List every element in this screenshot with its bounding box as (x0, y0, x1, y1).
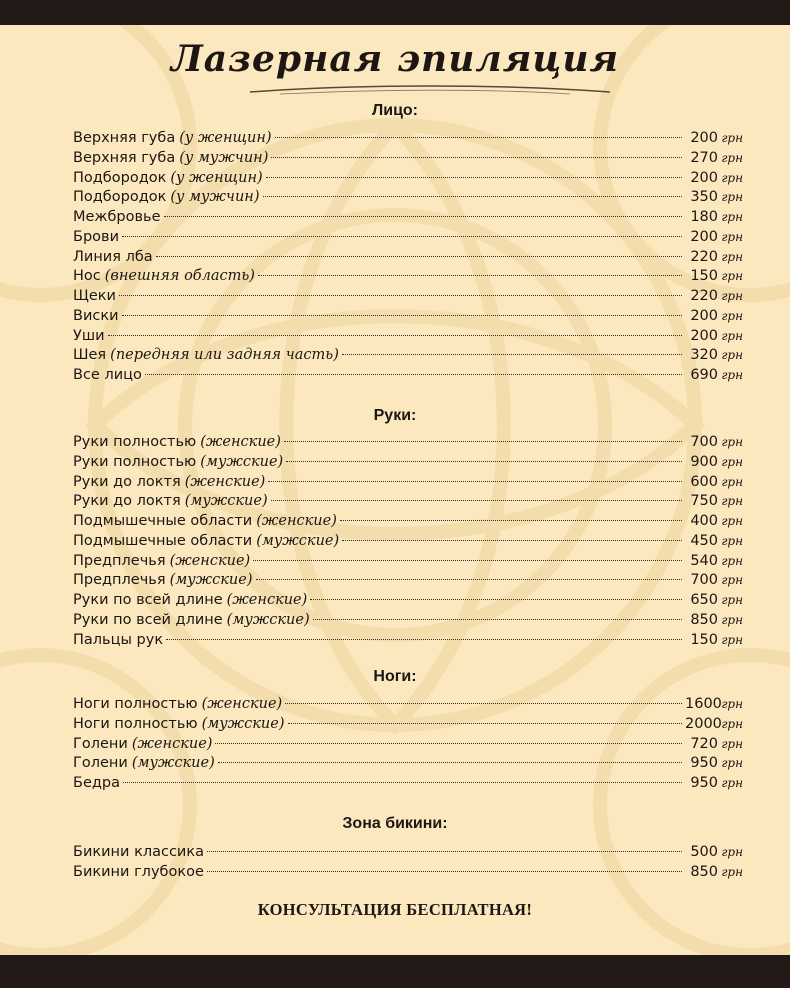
service-name: Подбородок (73, 189, 167, 206)
dot-leader (156, 256, 682, 257)
service-note: (женские) (169, 552, 251, 569)
service-name: Руки по всей длине (73, 592, 223, 608)
currency-label: грн (721, 454, 743, 469)
service-price: 2000 (685, 715, 722, 732)
price-row (73, 207, 743, 227)
currency-label: грн (721, 612, 743, 627)
service-name: Шея (73, 347, 107, 364)
dot-leader (207, 851, 682, 852)
dot-leader (313, 619, 682, 620)
service-price: 950 (690, 775, 718, 791)
currency-label: грн (721, 845, 743, 859)
price-row (73, 862, 743, 882)
service-price: 600 (690, 473, 718, 490)
service-name: Руки полностью (73, 434, 197, 450)
service-price: 150 (690, 631, 718, 648)
service-price: 450 (690, 532, 718, 549)
service-name: Руки полностью (73, 453, 197, 470)
dot-leader (166, 639, 682, 640)
dot-leader (340, 520, 682, 521)
dot-leader (275, 137, 682, 138)
service-note: (передняя или задняя часть) (110, 347, 339, 364)
currency-label: грн (721, 776, 743, 790)
service-note: (мужские) (184, 493, 268, 510)
service-note: (женские) (201, 696, 283, 712)
price-row (73, 247, 743, 267)
dot-leader (253, 560, 682, 561)
price-row (73, 128, 743, 148)
service-name: Пальцы рук (73, 631, 164, 648)
service-name: Руки до локтя (73, 493, 181, 510)
price-row (73, 187, 743, 207)
currency-label: грн (721, 474, 743, 489)
section-title: Зона бикини: (342, 815, 448, 832)
currency-label: грн (721, 210, 743, 224)
service-name: Верхняя губа (73, 130, 176, 146)
currency-label: грн (721, 368, 743, 382)
currency-label: грн (721, 348, 743, 363)
price-row (73, 472, 743, 492)
service-note: (у женщин) (170, 169, 263, 186)
service-name: Бикини глубокое (73, 863, 204, 880)
dot-leader (256, 579, 683, 580)
price-row (73, 491, 743, 511)
service-price: 850 (690, 611, 718, 628)
service-name: Нос (73, 268, 101, 285)
service-price: 220 (690, 288, 718, 304)
dot-leader (271, 157, 682, 158)
price-row (73, 773, 743, 793)
service-note: (мужские) (256, 532, 340, 549)
dot-leader (123, 782, 682, 783)
service-price: 350 (690, 189, 718, 206)
price-row (73, 306, 743, 326)
price-row (73, 630, 743, 650)
dot-leader (263, 196, 682, 197)
service-name: Руки до локтя (73, 473, 181, 490)
currency-label: грн (721, 150, 743, 165)
service-price: 320 (690, 347, 718, 364)
page-title: Лазерная эпиляция (170, 38, 620, 80)
service-note: (мужские) (201, 715, 285, 732)
service-note: (мужские) (131, 755, 215, 772)
free-consultation-banner: КОНСУЛЬТАЦИЯ БЕСПЛАТНАЯ! (257, 900, 533, 919)
currency-label: грн (721, 190, 743, 205)
service-price: 150 (690, 268, 718, 285)
price-row (73, 511, 743, 531)
service-name: Верхняя губа (73, 149, 176, 166)
service-name: Предплечья (73, 572, 166, 589)
price-row (73, 714, 743, 734)
price-row (73, 365, 743, 385)
service-price: 1600 (685, 696, 722, 712)
service-price: 200 (690, 169, 718, 186)
price-row (73, 531, 743, 551)
service-note: (мужские) (200, 453, 284, 470)
dot-leader (342, 354, 682, 355)
price-row (73, 734, 743, 754)
section-title: Лицо: (372, 102, 418, 119)
service-name: Межбровье (73, 209, 161, 225)
service-note: (женские) (256, 513, 337, 529)
currency-label: грн (721, 593, 743, 607)
service-note: (женские) (226, 592, 308, 608)
dot-leader (268, 481, 682, 482)
currency-label: грн (721, 289, 743, 303)
price-row (73, 227, 743, 247)
currency-label: грн (721, 864, 743, 879)
service-name: Бикини классика (73, 844, 204, 860)
service-name: Бедра (73, 775, 120, 791)
service-price: 400 (690, 513, 718, 529)
currency-label: грн (721, 435, 743, 449)
dot-leader (288, 723, 682, 724)
service-name: Брови (73, 228, 119, 245)
service-name: Ноги полностью (73, 715, 198, 732)
title-underline-swash (240, 80, 620, 100)
currency-label: грн (721, 697, 743, 711)
service-note: (женские) (131, 735, 213, 752)
currency-label: грн (721, 736, 743, 751)
service-price: 850 (690, 863, 718, 880)
service-name: Руки по всей длине (73, 611, 223, 628)
currency-label: грн (721, 328, 743, 343)
service-name: Все лицо (73, 367, 142, 383)
service-note: (у мужчин) (179, 149, 269, 166)
currency-label: грн (721, 249, 743, 264)
service-note: (женские) (184, 473, 266, 490)
price-row (73, 753, 743, 773)
dot-leader (342, 540, 682, 541)
service-price: 200 (690, 327, 718, 344)
dot-leader (145, 374, 682, 375)
service-price: 750 (690, 493, 718, 510)
dot-leader (119, 295, 682, 296)
dot-leader (122, 315, 682, 316)
price-row (73, 345, 743, 365)
dot-leader (122, 236, 682, 237)
dot-leader (207, 871, 682, 872)
dot-leader (266, 177, 682, 178)
dot-leader (108, 335, 682, 336)
service-price: 900 (690, 453, 718, 470)
service-price: 720 (690, 735, 718, 752)
service-note: (мужские) (226, 611, 310, 628)
price-row (73, 842, 743, 862)
dot-leader (215, 743, 682, 744)
dot-leader (271, 500, 682, 501)
section-title: Ноги: (373, 668, 417, 685)
service-price: 700 (690, 434, 718, 450)
price-row (73, 610, 743, 630)
dot-leader (164, 216, 682, 217)
dot-leader (286, 461, 682, 462)
price-row (73, 168, 743, 188)
service-name: Голени (73, 735, 128, 752)
service-price: 200 (690, 130, 718, 146)
dot-leader (218, 762, 682, 763)
service-note: (женские) (200, 434, 281, 450)
dot-leader (310, 599, 682, 600)
currency-label: грн (721, 229, 743, 244)
currency-label: грн (721, 573, 743, 588)
currency-label: грн (721, 533, 743, 548)
price-row (73, 266, 743, 286)
service-note: (внешняя область) (104, 268, 255, 285)
dot-leader (258, 275, 682, 276)
service-name: Уши (73, 327, 105, 344)
price-row (73, 452, 743, 472)
currency-label: грн (721, 494, 743, 509)
service-price: 690 (690, 367, 718, 383)
service-price: 500 (690, 844, 718, 860)
service-name: Подбородок (73, 169, 167, 186)
price-row (73, 286, 743, 306)
service-price: 220 (690, 248, 718, 265)
currency-label: грн (721, 756, 743, 771)
top-border-bar (0, 0, 790, 25)
currency-label: грн (721, 716, 743, 731)
price-row (73, 432, 743, 452)
section-title: Руки: (373, 407, 417, 424)
service-name: Голени (73, 755, 128, 772)
bottom-border-bar (0, 955, 790, 988)
service-name: Щеки (73, 288, 116, 304)
currency-label: грн (721, 514, 743, 528)
dot-leader (284, 441, 682, 442)
price-row (73, 570, 743, 590)
price-row (73, 590, 743, 610)
service-price: 950 (690, 755, 718, 772)
service-price: 650 (690, 592, 718, 608)
currency-label: грн (721, 170, 743, 185)
currency-label: грн (721, 308, 743, 323)
service-note: (мужские) (169, 572, 253, 589)
currency-label: грн (721, 632, 743, 647)
service-price: 270 (690, 149, 718, 166)
service-name: Предплечья (73, 552, 166, 569)
service-note: (у мужчин) (170, 189, 260, 206)
service-price: 200 (690, 228, 718, 245)
service-name: Подмышечные области (73, 532, 253, 549)
service-name: Ноги полностью (73, 696, 198, 712)
dot-leader (285, 703, 682, 704)
currency-label: грн (721, 553, 743, 568)
currency-label: грн (721, 131, 743, 145)
service-note: (у женщин) (179, 130, 272, 146)
price-row (73, 694, 743, 714)
service-price: 540 (690, 552, 718, 569)
service-price: 700 (690, 572, 718, 589)
service-price: 180 (690, 209, 718, 225)
price-row (73, 551, 743, 571)
price-row (73, 148, 743, 168)
currency-label: грн (721, 269, 743, 284)
service-price: 200 (690, 307, 718, 324)
service-name: Виски (73, 307, 119, 324)
service-name: Линия лба (73, 248, 153, 265)
service-name: Подмышечные области (73, 513, 253, 529)
price-row (73, 326, 743, 346)
